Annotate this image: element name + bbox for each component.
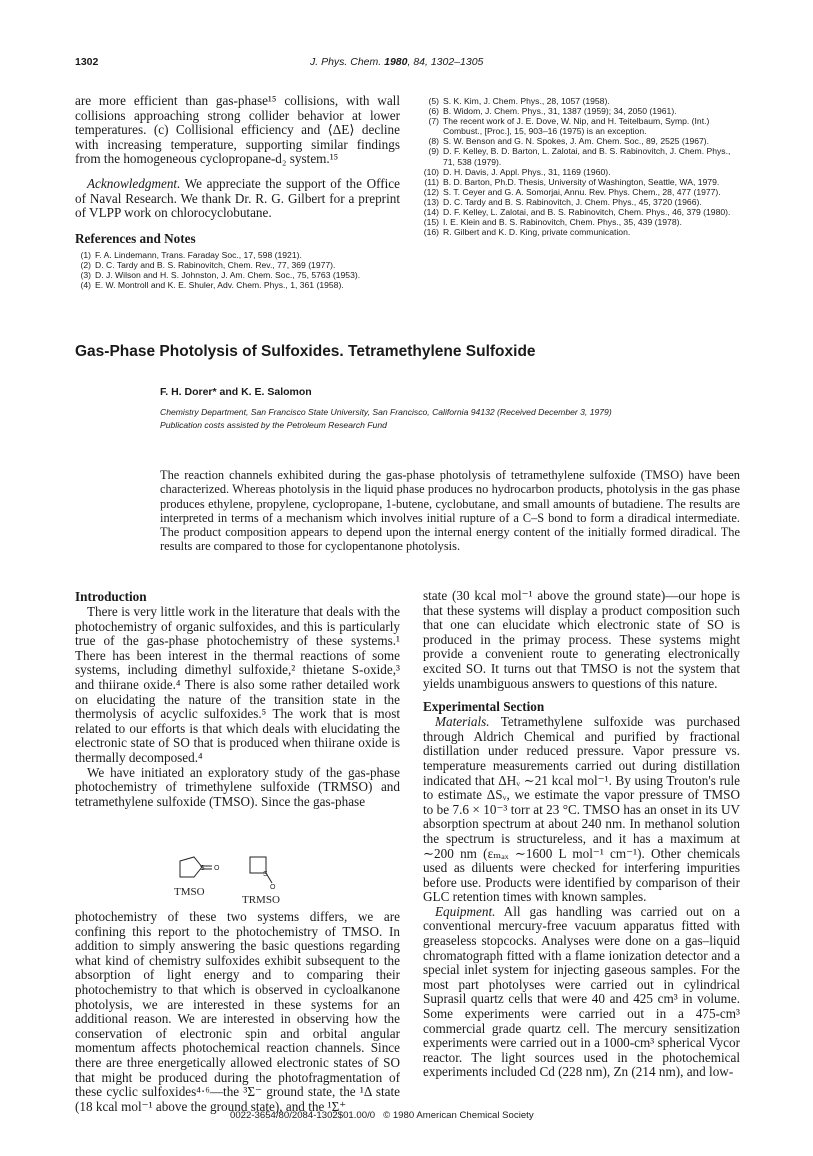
- prev-article-continuation: are more efficient than gas-phase¹⁵ collisions, with wall collisions approaching strong collider behavior at lower temperatures. (c) Collisional efficiency and ⟨ΔE⟩ decline with increasing temperature, supporting similar findings from the homogeneous cyclopropane-d₂ system.¹⁵: [75, 93, 400, 167]
- materials-text: Tetramethylene sulfoxide was purchased through Aldrich Chemical and purified by fractional distillation under reduced pressure. Vapor pressure vs. temperature measurements carried out during distillation indicated that ΔHᵥ ∼21 kcal mol⁻¹. By using Trouton's rule to estimate ΔSᵥ, we estimate the vapor pressure of TMSO to be 7.6 × 10⁻³ torr at 23 °C. TMSO has an onset in its UV absorption spectrum at about 240 nm. In methanol solution the spectrum is structureless, and it has a maximum at ∼200 nm (εₘₐₓ ∼1600 L mol⁻¹ cm⁻¹). Other chemicals used as diluents were checked for interfering impurities before use. Products were identified by comparison of their GLC retention times with known samples.: [423, 714, 740, 905]
- journal-name: J. Phys. Chem.: [310, 56, 382, 68]
- right-column-paragraph-1: state (30 kcal mol⁻¹ above the ground state)—our hope is that these systems will display a product composition such that one can elucidate which electronic state of SO is produced in the primay process. These systems might provide a convenient route to generating electronically excited SO. It turns out that TMSO is not the system that yields unambiguous answers to questions of this nature.: [423, 588, 740, 691]
- reference-item: [423, 106, 740, 116]
- reference-text: R. Gilbert and K. D. King, private communication.: [443, 227, 631, 238]
- copyright: © 1980 American Chemical Society: [383, 1110, 534, 1121]
- reference-item: [423, 207, 740, 217]
- trmso-o-atom: O: [270, 884, 276, 891]
- reference-number: (4): [80, 280, 91, 291]
- reference-item: [423, 136, 740, 146]
- materials-heading: Materials.: [435, 714, 490, 730]
- intro-paragraph-3: photochemistry of these two systems differs, we are confining this report to the photochemistry of TMSO. In addition to simply answering the basic questions regarding what kind of chemistry sulfoxides exhibit subsequent to the absorption of light energy and to comparing their photochemistry to that which is observed in cycloalkanone photolysis, we are interested in these systems for an additional reason. We are interested in observing how the conservation of electronic spin and orbital angular momentum affects photochemical reaction channels. Since there are three energetically allowed electronic states of SO that might be produced during the photofragmentation of these cyclic sulfoxides⁴·⁶—the ³Σ⁻ ground state, the ¹Δ state (18 kcal mol⁻¹ above the ground state), and the ¹Σ⁺: [75, 909, 400, 1114]
- materials-paragraph: [423, 715, 740, 905]
- page-footer: [230, 1110, 534, 1121]
- reference-number: (2): [80, 259, 91, 270]
- reference-item: [423, 96, 740, 106]
- trmso-label: TRMSO: [242, 894, 280, 906]
- acknowledgment-paragraph: [75, 177, 400, 221]
- chemical-structures-figure: [170, 855, 310, 907]
- reference-number: (6): [428, 106, 439, 117]
- reference-text: S. T. Ceyer and G. A. Somorjai, Annu. Rev. Phys. Chem., 28, 477 (1977).: [443, 186, 721, 197]
- reference-text: I. E. Klein and B. S. Rabinovitch, Chem. Phys., 35, 439 (1978).: [443, 217, 682, 228]
- intro-paragraph-2: We have initiated an exploratory study of the gas-phase photochemistry of trimethylene sulfoxide (TRMSO) and tetramethylene sulfoxide (TMSO). Since the gas-phase: [75, 764, 400, 809]
- article-authors: F. H. Dorer* and K. E. Salomon: [160, 386, 312, 398]
- acknowledgment-text: We appreciate the support of the Office of Naval Research. We thank Dr. R. G. Gilbert for a preprint of VLPP work on chlorocyclobutane.: [75, 175, 401, 221]
- equipment-text: All gas handling was carried out on a conventional mercury-free vacuum apparatus fitted with greaseless stopcocks. Analyses were done on a gas–liquid chromatograph fitted with a flame ionization detector and a special inlet system for injecting gaseous samples. For the most part photolyses were carried out in cylindrical Suprasil quartz cells that were 40 and 425 cm³ in volume. Some experiments were carried out in a 475-cm³ commercial grade quartz cell. The mercury sensitization experiments were carried out in a 1000-cm³ spherical Vycor reactor. The light sources used in the photochemical experiments included Cd (228 nm), Zn (214 nm), and low-: [423, 903, 740, 1080]
- reference-text: E. W. Montroll and K. E. Shuler, Adv. Chem. Phys., 1, 361 (1958).: [95, 280, 344, 291]
- tmso-structure: [180, 857, 212, 877]
- reference-item: [423, 167, 740, 177]
- reference-item: [423, 217, 740, 227]
- reference-text: B. D. Barton, Ph.D. Thesis, University of Washington, Seattle, WA, 1979.: [443, 176, 720, 187]
- reference-text: D. C. Tardy and B. S. Rabinovitch, J. Chem. Phys., 45, 3720 (1966).: [443, 196, 702, 207]
- reference-number: (7): [428, 116, 439, 127]
- article-code: 0022-3654/80/2084-1302$01.00/0: [230, 1110, 376, 1121]
- reference-text: The recent work of J. E. Dove, W. Nip, and H. Teitelbaum, Symp. (Int.) Combust., [Proc.], 15, 903–16 (1975) is an exception.: [443, 116, 710, 137]
- trmso-s-atom: S: [263, 871, 268, 878]
- reference-text: S. K. Kim, J. Chem. Phys., 28, 1057 (1958).: [443, 96, 610, 106]
- reference-text: B. Widom, J. Chem. Phys., 31, 1387 (1959); 34, 2050 (1961).: [443, 106, 677, 117]
- reference-number: (1): [80, 249, 91, 260]
- reference-number: (13): [423, 196, 439, 207]
- reference-text: D. J. Wilson and H. S. Johnston, J. Am. Chem. Soc., 75, 5763 (1953).: [95, 269, 361, 280]
- right-column: [423, 589, 740, 1080]
- reference-item: [423, 227, 740, 237]
- article-funding: Publication costs assisted by the Petroleum Research Fund: [160, 420, 387, 430]
- article-title: Gas-Phase Photolysis of Sulfoxides. Tetramethylene Sulfoxide: [75, 343, 536, 360]
- reference-text: D. H. Davis, J. Appl. Phys., 31, 1169 (1960).: [443, 166, 611, 177]
- references-list-right: [423, 96, 740, 237]
- article-affiliation-block: [160, 406, 612, 432]
- tmso-label: TMSO: [174, 886, 205, 898]
- reference-text: D. F. Kelley, B. D. Barton, L. Zalotai, and B. S. Rabinovitch, J. Chem. Phys., 71, 538 (1979).: [443, 146, 731, 167]
- reference-item: [75, 270, 400, 280]
- reference-number: (3): [80, 269, 91, 280]
- reference-item: [75, 280, 400, 290]
- reference-item: [423, 116, 740, 136]
- tmso-o-atom: O: [214, 865, 220, 872]
- reference-text: S. W. Benson and G. N. Spokes, J. Am. Chem. Soc., 89, 2525 (1967).: [443, 136, 710, 147]
- abstract: The reaction channels exhibited during the gas-phase photolysis of tetramethylene sulfoxide (TMSO) have been characterized. Whereas photolysis in the liquid phase produces no hydrocarbon products, photolysis in the gas phase produces ethylene, propylene, cyclopropane, 1-butene, cyclobutane, and small amounts of butadiene. The results are interpreted in terms of a mechanism which involves initial rupture of a C–S bond to form a diradical intermediate. The product composition appears to depend upon the internal energy content of the initially formed diradical. The results are compared to those for cyclopentanone photolysis.: [160, 468, 740, 554]
- tmso-s-atom: S: [200, 865, 205, 872]
- reference-text: F. A. Lindemann, Trans. Faraday Soc., 17, 598 (1921).: [95, 249, 302, 260]
- prev-article-left-column: [75, 94, 400, 290]
- article-affiliation: Chemistry Department, San Francisco State University, San Francisco, California 94132 (Received December 3, 1979): [160, 407, 612, 417]
- experimental-heading: Experimental Section: [423, 699, 545, 715]
- reference-item: [423, 177, 740, 187]
- reference-item: [423, 146, 740, 166]
- intro-column-bottom: [75, 910, 400, 1114]
- journal-citation: J. Phys. Chem. 1980, 84, 1302–1305: [310, 56, 484, 68]
- references-list-left: [75, 250, 400, 290]
- reference-text: D. F. Kelley, L. Zalotai, and B. S. Rabinovitch, Chem. Phys., 46, 379 (1980).: [443, 207, 731, 218]
- reference-item: [75, 250, 400, 260]
- equipment-heading: Equipment.: [435, 903, 496, 919]
- reference-item: [423, 187, 740, 197]
- page-number: 1302: [75, 56, 99, 68]
- reference-number: (14): [423, 207, 439, 218]
- equipment-paragraph: [423, 905, 740, 1080]
- intro-column-top: [75, 589, 400, 809]
- reference-item: [75, 260, 400, 270]
- journal-year: 1980: [384, 56, 408, 68]
- intro-paragraph-1: There is very little work in the literature that deals with the photochemistry of organic sulfoxides, and this is particularly true of the gas-phase photochemistry of these systems.¹ There has been interest in the thermal reactions of some systems, including dimethyl sulfoxide,² thietane S-oxide,³ and thiirane oxide.⁴ There is also some rather detailed work on elucidating the nature of the transition state in the thermolysis of acyclic sulfoxides.⁵ The work that is most related to our efforts is that which deals with elucidating the electronic state of SO that is produced when thiirane oxide is thermally decomposed.⁴: [75, 604, 400, 765]
- reference-number: (9): [428, 146, 439, 157]
- trmso-structure: [250, 857, 272, 883]
- intro-heading: Introduction: [75, 589, 147, 604]
- references-heading: References and Notes: [75, 230, 196, 246]
- acknowledgment-heading: Acknowledgment.: [87, 175, 181, 191]
- reference-number: (16): [423, 227, 439, 238]
- reference-number: (10): [423, 166, 439, 177]
- reference-text: D. C. Tardy and B. S. Rabinovitch, Chem. Rev., 77, 369 (1977).: [95, 259, 336, 270]
- reference-number: (12): [423, 186, 439, 197]
- journal-volume-pages: 84, 1302–1305: [413, 56, 484, 68]
- reference-number: (15): [423, 217, 439, 228]
- reference-item: [423, 197, 740, 207]
- reference-number: (5): [428, 96, 439, 106]
- reference-number: (8): [428, 136, 439, 147]
- reference-number: (11): [424, 176, 439, 187]
